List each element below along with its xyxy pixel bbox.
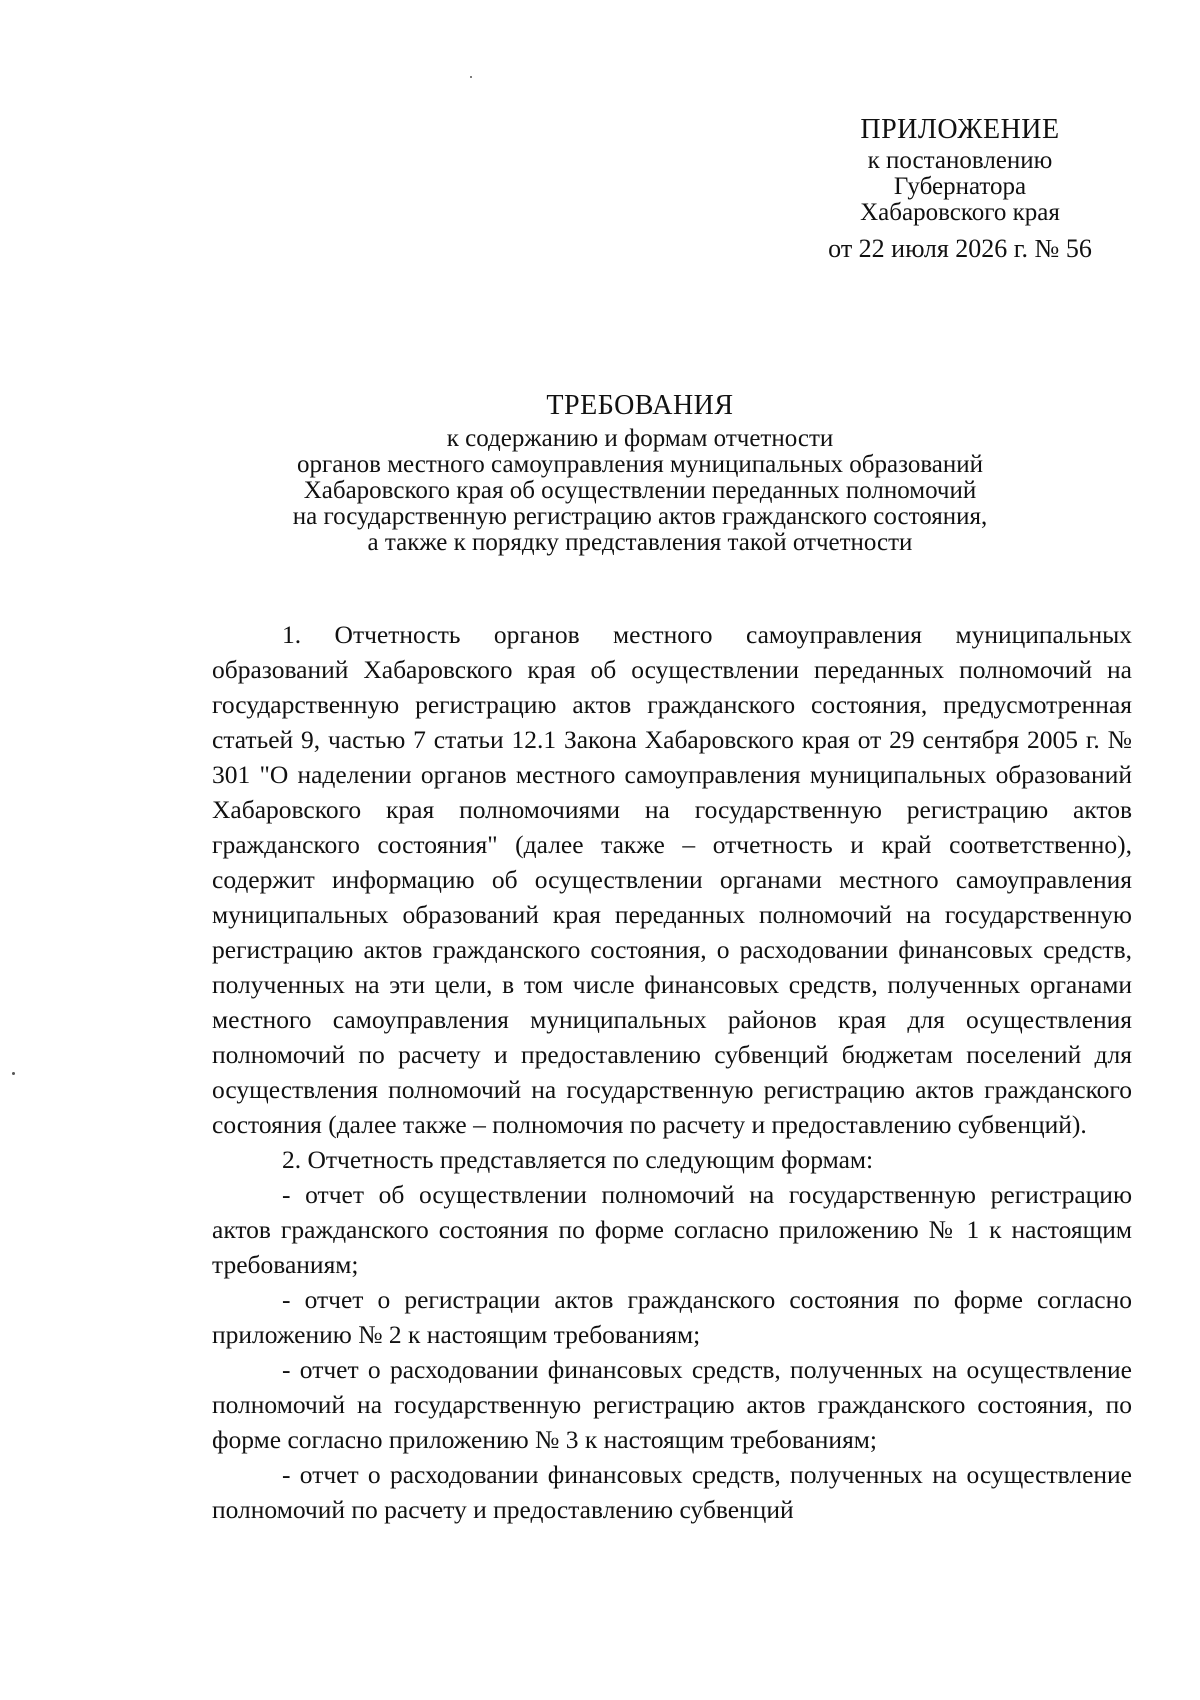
appendix-date: от 22 июля 2026 г. № 56: [828, 234, 1092, 263]
requirements-title: ТРЕБОВАНИЯ: [546, 390, 734, 421]
requirements-subtitle-line: к содержанию и формам отчетности: [446, 425, 834, 452]
appendix-line: Хабаровского края: [860, 199, 1060, 226]
list-item: - отчет о расходовании финансовых средств, полученных на осуществление полномочий на государственную регистрацию актов гражданского состояния, по форме согласно приложению № 3 к настоящим требованиям;: [212, 1355, 1132, 1454]
requirements-subtitle-line: органов местного самоуправления муниципальных образований: [296, 451, 984, 478]
appendix-line: Губернатора: [893, 173, 1027, 200]
requirements-subtitle-line: а также к порядку представления такой отчетности: [367, 529, 913, 556]
paragraph-2: 2. Отчетность представляется по следующим формам:: [282, 1145, 874, 1174]
paragraph-1: 1. Отчетность органов местного самоуправления муниципальных образований Хабаровского края об осуществлении переданных полномочий на государственную регистрацию актов гражданского состояния, предусмотренная статьей 9, частью 7 статьи 12.1 Закона Хабаровского края от 29 сентября 2005 г. № 301 "О наделении органов местного самоуправления муниципальных образований Хабаровского края полномочиями на государственную регистрацию актов гражданского состояния" (далее также – отчетность и край соответственно), содержит информацию об осуществлении органами местного самоуправления муниципальных образований края переданных полномочий на государственную регистрацию актов гражданского состояния, о расходовании финансовых средств, полученных на эти цели, в том числе финансовых средств, полученных органами местного самоуправления муниципальных районов края для осуществления полномочий по расчету и предоставлению субвенций бюджетам поселений для осуществления полномочий на государственную регистрацию актов гражданского состояния (далее также – полномочия по расчету и предоставлению субвенций).: [212, 620, 1132, 1139]
requirements-subtitle-line: на государственную регистрацию актов гражданского состояния,: [292, 503, 988, 530]
list-item: - отчет о регистрации актов гражданского состояния по форме согласно приложению № 2 к настоящим требованиям;: [212, 1285, 1132, 1349]
list-item: - отчет об осуществлении полномочий на государственную регистрацию актов гражданского состояния по форме согласно приложению № 1 к настоящим требованиям;: [212, 1180, 1132, 1279]
appendix-line: к постановлению: [867, 147, 1053, 174]
appendix-header: [780, 112, 1140, 266]
list-item: - отчет о расходовании финансовых средств, полученных на осуществление полномочий по расчету и предоставлению субвенций: [212, 1460, 1132, 1524]
scan-speck: [470, 76, 472, 78]
requirements-subtitle-line: Хабаровского края об осуществлении переданных полномочий: [303, 477, 977, 504]
scan-speck: [12, 1072, 15, 1075]
requirements-heading: [200, 388, 1080, 556]
document-body: [212, 617, 1132, 1527]
appendix-title: ПРИЛОЖЕНИЕ: [860, 114, 1060, 145]
